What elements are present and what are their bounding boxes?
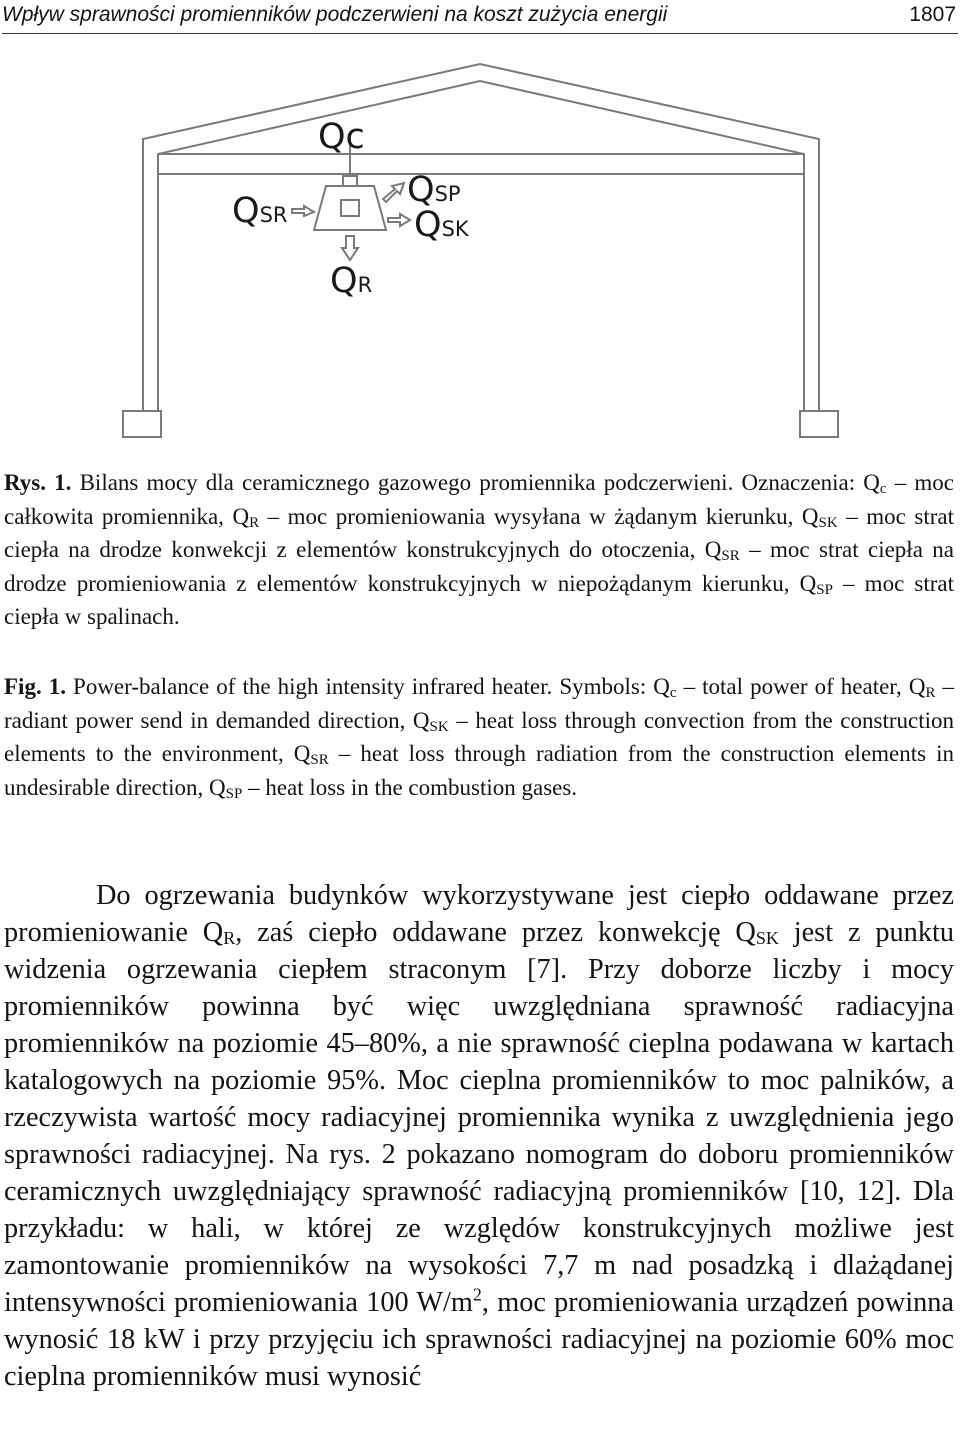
arrow-qsp xyxy=(383,183,404,202)
caption-label-en: Fig. 1. xyxy=(4,674,66,699)
heater-burner xyxy=(341,200,359,216)
arrow-qsk xyxy=(388,214,410,226)
figure-caption-polish: Rys. 1. Bilans mocy dla ceramicznego gazowego promiennika podczerwieni. Oznaczenia: $Q_c$ – moc całkowita promiennika, $Q_R$ – moc promieniowania wysyłana w żądanym kierunku, $Q_{SK}$ – moc strat ciepła na drodze konwekcji z elementów konstrukcyjnych do otoczenia, $Q_{SR}$ – moc strat ciepła na drodze promieniowania z elementów konstrukcyjnych w niepożądanym kierunku, $Q_{SP}$ – moc strat ciepła w spalinach. xyxy=(4,470,955,629)
label-qc: Qc xyxy=(318,117,365,157)
label-qsp: QSP xyxy=(407,170,461,210)
hall-diagram xyxy=(0,34,960,449)
figure-heater-power-balance xyxy=(0,34,960,449)
label-qsr: QSR xyxy=(232,191,288,231)
heater-top xyxy=(343,176,357,186)
heater-body xyxy=(314,186,386,230)
page-header xyxy=(2,0,958,34)
foundation-left xyxy=(123,411,161,437)
hall-frame-outer xyxy=(143,64,819,411)
hall-frame-inner xyxy=(158,81,804,411)
arrow-qr xyxy=(342,236,358,260)
figure-caption-english: Fig. 1. Power-balance of the high intensity infrared heater. Symbols: $Q_c$ – total power of heater, $Q_R$ – radiant power send in demanded direction, $Q_{SK}$ – heat loss through convection from the construction elements to the environment, $Q_{SR}$ – heat loss through radiation from the construction elements in undesirable direction, $Q_{SP}$ – heat loss in the combustion gases. xyxy=(4,674,954,802)
foundation-right xyxy=(800,411,838,437)
page-number: 1807 xyxy=(909,3,956,26)
label-qsk: QSK xyxy=(414,205,469,245)
running-title: Wpływ sprawności promienników podczerwieni na koszt zużycia energii xyxy=(2,3,668,26)
arrow-qsr xyxy=(292,206,314,216)
label-qr: QR xyxy=(330,261,373,301)
body-paragraph: Do ogrzewania budynków wykorzystywane jest ciepło oddawane przez promieniowanie $Q_R$, zaś ciepło oddawane przez konwekcję $Q_{SK}$ jest z punktu widzenia ogrzewania ciepłem straconym [7]. Przy doborze liczby i mocy promienników powinna być więc uwzględniana sprawność radiacyjna promienników na poziomie 45–80%, a nie sprawność cieplna podawana w kartach katalogowych na poziomie 95%. Moc cieplna promienników to moc palników, a rzeczywista wartość mocy radiacyjnej promiennika wynika z uwzględnienia jego sprawności radiacyjnej. Na rys. 2 pokazano nomogram do doboru promienników ceramicznych uwzględniający sprawność radiacyjną promienników [10, 12]. Dla przykładu: w hali, w której ze względów konstrukcyjnych możliwe jest zamontowanie promienników na wysokości 7,7 m nad posadzką i dlażądanej intensywności promieniowania 100 $W/m^2$, moc promieniowania urządzeń powinna wynosić 18 kW i przy przyjęciu ich sprawności radiacyjnej na poziomie 60% moc cieplna promienników musi wynosić xyxy=(4,880,954,1392)
caption-label-pl: Rys. 1. xyxy=(4,470,72,495)
